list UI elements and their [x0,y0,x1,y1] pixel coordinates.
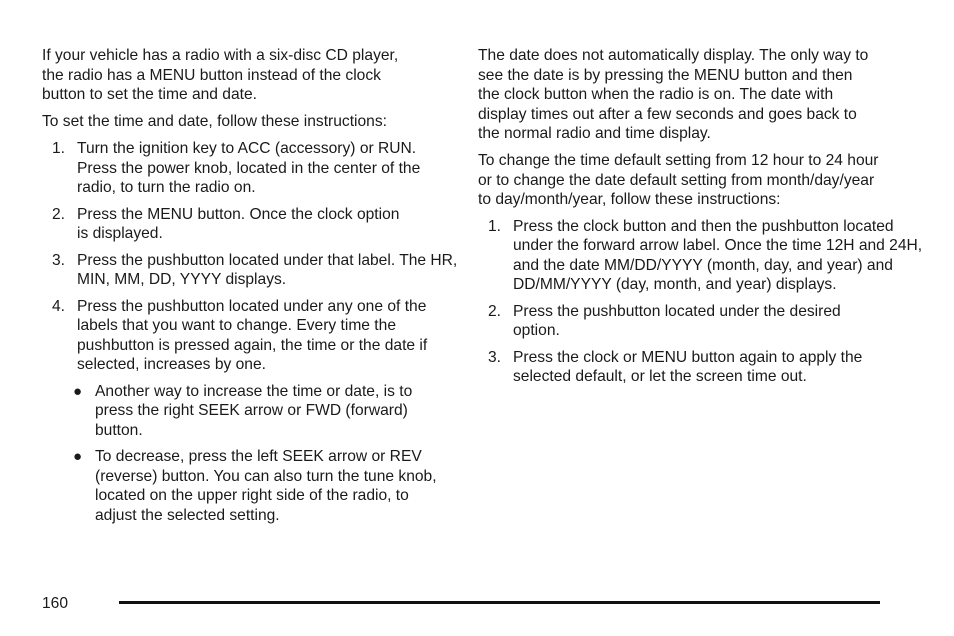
list-item [478,348,898,387]
intro-paragraph: If your vehicle has a radio with a six-disc CD player, the radio has a MENU button instead of the clock button to set the time and date. [42,47,399,103]
list-item [42,251,487,290]
step-text: Press the MENU button. Once the clock option is displayed. [77,205,400,242]
default-setting-steps [478,217,923,387]
step-text: Press the pushbutton located under the desired option. [513,302,841,339]
step-text: Press the clock or MENU button again to apply the selected default, or let the screen time out. [513,348,863,385]
step-number: 3. [52,251,66,269]
step-number: 3. [488,348,502,366]
date-display-paragraph: The date does not automatically display. The only way to see the date is by pressing the MENU button and then the clock button when the radio is on. The date with display times out after a few seconds and goes back to the normal radio and time display. [478,47,869,142]
default-setting-paragraph: To change the time default setting from 12 hour to 24 hour or to change the date default setting from month/day/year to day/month/year, follow these instructions: [478,152,879,208]
time-date-steps [42,139,458,375]
step-text: Turn the ignition key to ACC (accessory) or RUN. Press the power knob, located in the center of the radio, to turn the radio on. [77,140,421,196]
step-text: Press the pushbutton located under that label. The HR, MIN, MM, DD, YYYY displays. [77,251,458,288]
bullet-text: Another way to increase the time or date, is to press the right SEEK arrow or FWD (forward) button. [95,382,413,439]
left-column [42,46,458,532]
list-item [478,302,873,341]
step-number: 1. [52,140,66,157]
bullet-item [42,447,440,525]
step-number: 2. [488,302,502,320]
list-item [42,139,437,198]
footer-rule [119,601,880,604]
step-number: 2. [52,205,66,223]
list-item [42,297,452,375]
right-column [478,46,923,394]
bullet-icon: ● [73,382,83,400]
bullet-item [42,382,450,441]
instructions-lead: To set the time and date, follow these instructions: [42,113,387,130]
list-item [42,205,407,244]
list-item [478,217,923,295]
step-text: Press the pushbutton located under any one of the labels that you want to change. Every time the pushbutton is pressed again, the time or the date if selected, increases by one. [77,297,428,373]
bullet-text: To decrease, press the left SEEK arrow or REV (reverse) button. You can also turn the tune knob, located on the upper right side of the radio, to adjust the selected setting. [95,448,437,524]
step-text: Press the clock button and then the pushbutton located under the forward arrow label. Once the time 12H and 24H, and the date MM/DD/YYYY (month, day, and year) and DD/MM/YYYY (day, month, and year) displays. [513,217,923,293]
page-number: 160 [42,595,69,612]
step-number: 1. [488,217,502,235]
step-number: 4. [52,297,66,315]
bullet-icon: ● [73,448,83,465]
